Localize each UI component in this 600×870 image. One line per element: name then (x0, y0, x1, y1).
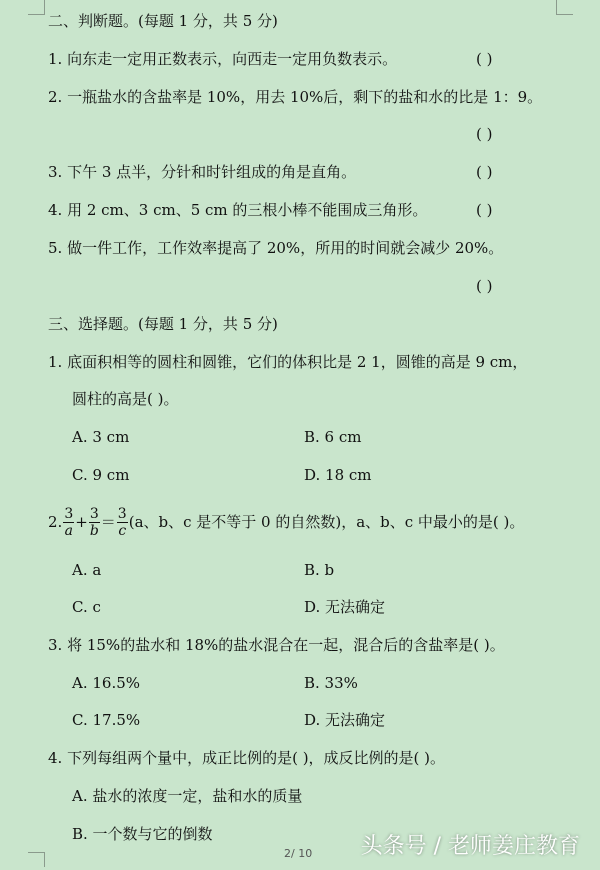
choice-q1-line1: 1. 底面积相等的圆柱和圆锥，它们的体积比是 2 1，圆锥的高是 9 cm， (48, 353, 528, 371)
choice-q2-number: 2. (48, 513, 63, 531)
fraction-3-over-b (89, 506, 100, 539)
judgement-item-2: 2. 一瓶盐水的含盐率是 10%，用去 10%后，剩下的盐和水的比是 1：9。 (48, 88, 543, 106)
choice-q2-option-b: B. b (304, 561, 335, 579)
answer-paren-1: ( ) (476, 50, 493, 68)
judgement-item-5: 5. 做一件工作，工作效率提高了 20%，所用的时间就会减少 20%。 (48, 239, 504, 257)
choice-q2-option-a: A. a (72, 561, 102, 579)
choice-q4-option-b: B. 一个数与它的倒数 (72, 825, 213, 843)
judgement-item-4: 4. 用 2 cm、3 cm、5 cm 的三根小棒不能围成三角形。 (48, 201, 428, 219)
choice-q2-option-c: C. c (72, 598, 101, 616)
fraction-numerator: 3 (89, 505, 99, 522)
choice-q1-option-b: B. 6 cm (304, 428, 362, 446)
choice-q4-line1: 4. 下列每组两个量中，成正比例的是( )，成反比例的是( )。 (48, 749, 446, 767)
page-number: 2/ 10 (284, 847, 313, 860)
choice-q2-line1 (48, 502, 524, 542)
fraction-numerator: 3 (117, 505, 127, 522)
equals-sign: ＝ (100, 513, 116, 531)
judgement-item-1: 1. 向东走一定用正数表示，向西走一定用负数表示。 (48, 50, 398, 68)
answer-paren-5: ( ) (476, 277, 493, 295)
crop-mark-top-left (28, 0, 45, 15)
answer-paren-2: ( ) (476, 125, 493, 143)
choice-q1-line2: 圆柱的高是( )。 (72, 390, 179, 408)
fraction-denominator: b (89, 522, 99, 539)
choice-q3-option-c: C. 17.5% (72, 711, 141, 729)
choice-q4-option-a: A. 盐水的浓度一定，盐和水的质量 (72, 787, 303, 805)
fraction-denominator: a (64, 522, 73, 539)
fraction-3-over-c (117, 506, 128, 539)
answer-paren-4: ( ) (476, 201, 493, 219)
choice-q2-text: (a、b、c 是不等于 0 的自然数)，a、b、c 中最小的是( )。 (128, 513, 525, 531)
crop-mark-top-right (556, 0, 573, 15)
watermark-text: 头条号 / 老师姜庄教育 (360, 834, 580, 859)
choice-q1-option-c: C. 9 cm (72, 466, 130, 484)
choice-q1-option-a: A. 3 cm (72, 428, 130, 446)
answer-paren-3: ( ) (476, 163, 493, 181)
section-heading-judgement: 二、判断题。(每题 1 分，共 5 分) (48, 12, 278, 30)
fraction-denominator: c (118, 522, 127, 539)
choice-q3-line1: 3. 将 15%的盐水和 18%的盐水混合在一起，混合后的含盐率是( )。 (48, 636, 505, 654)
plus-sign: + (75, 513, 88, 531)
section-heading-choice: 三、选择题。(每题 1 分，共 5 分) (48, 315, 278, 333)
choice-q3-option-a: A. 16.5% (72, 674, 141, 692)
choice-q3-option-b: B. 33% (304, 674, 358, 692)
choice-q2-option-d: D. 无法确定 (304, 598, 386, 616)
fraction-numerator: 3 (64, 505, 74, 522)
choice-q3-option-d: D. 无法确定 (304, 711, 386, 729)
choice-q1-option-d: D. 18 cm (304, 466, 372, 484)
judgement-item-3: 3. 下午 3 点半，分针和时针组成的角是直角。 (48, 163, 357, 181)
fraction-3-over-a (63, 506, 74, 539)
crop-mark-bottom-left (28, 852, 45, 867)
